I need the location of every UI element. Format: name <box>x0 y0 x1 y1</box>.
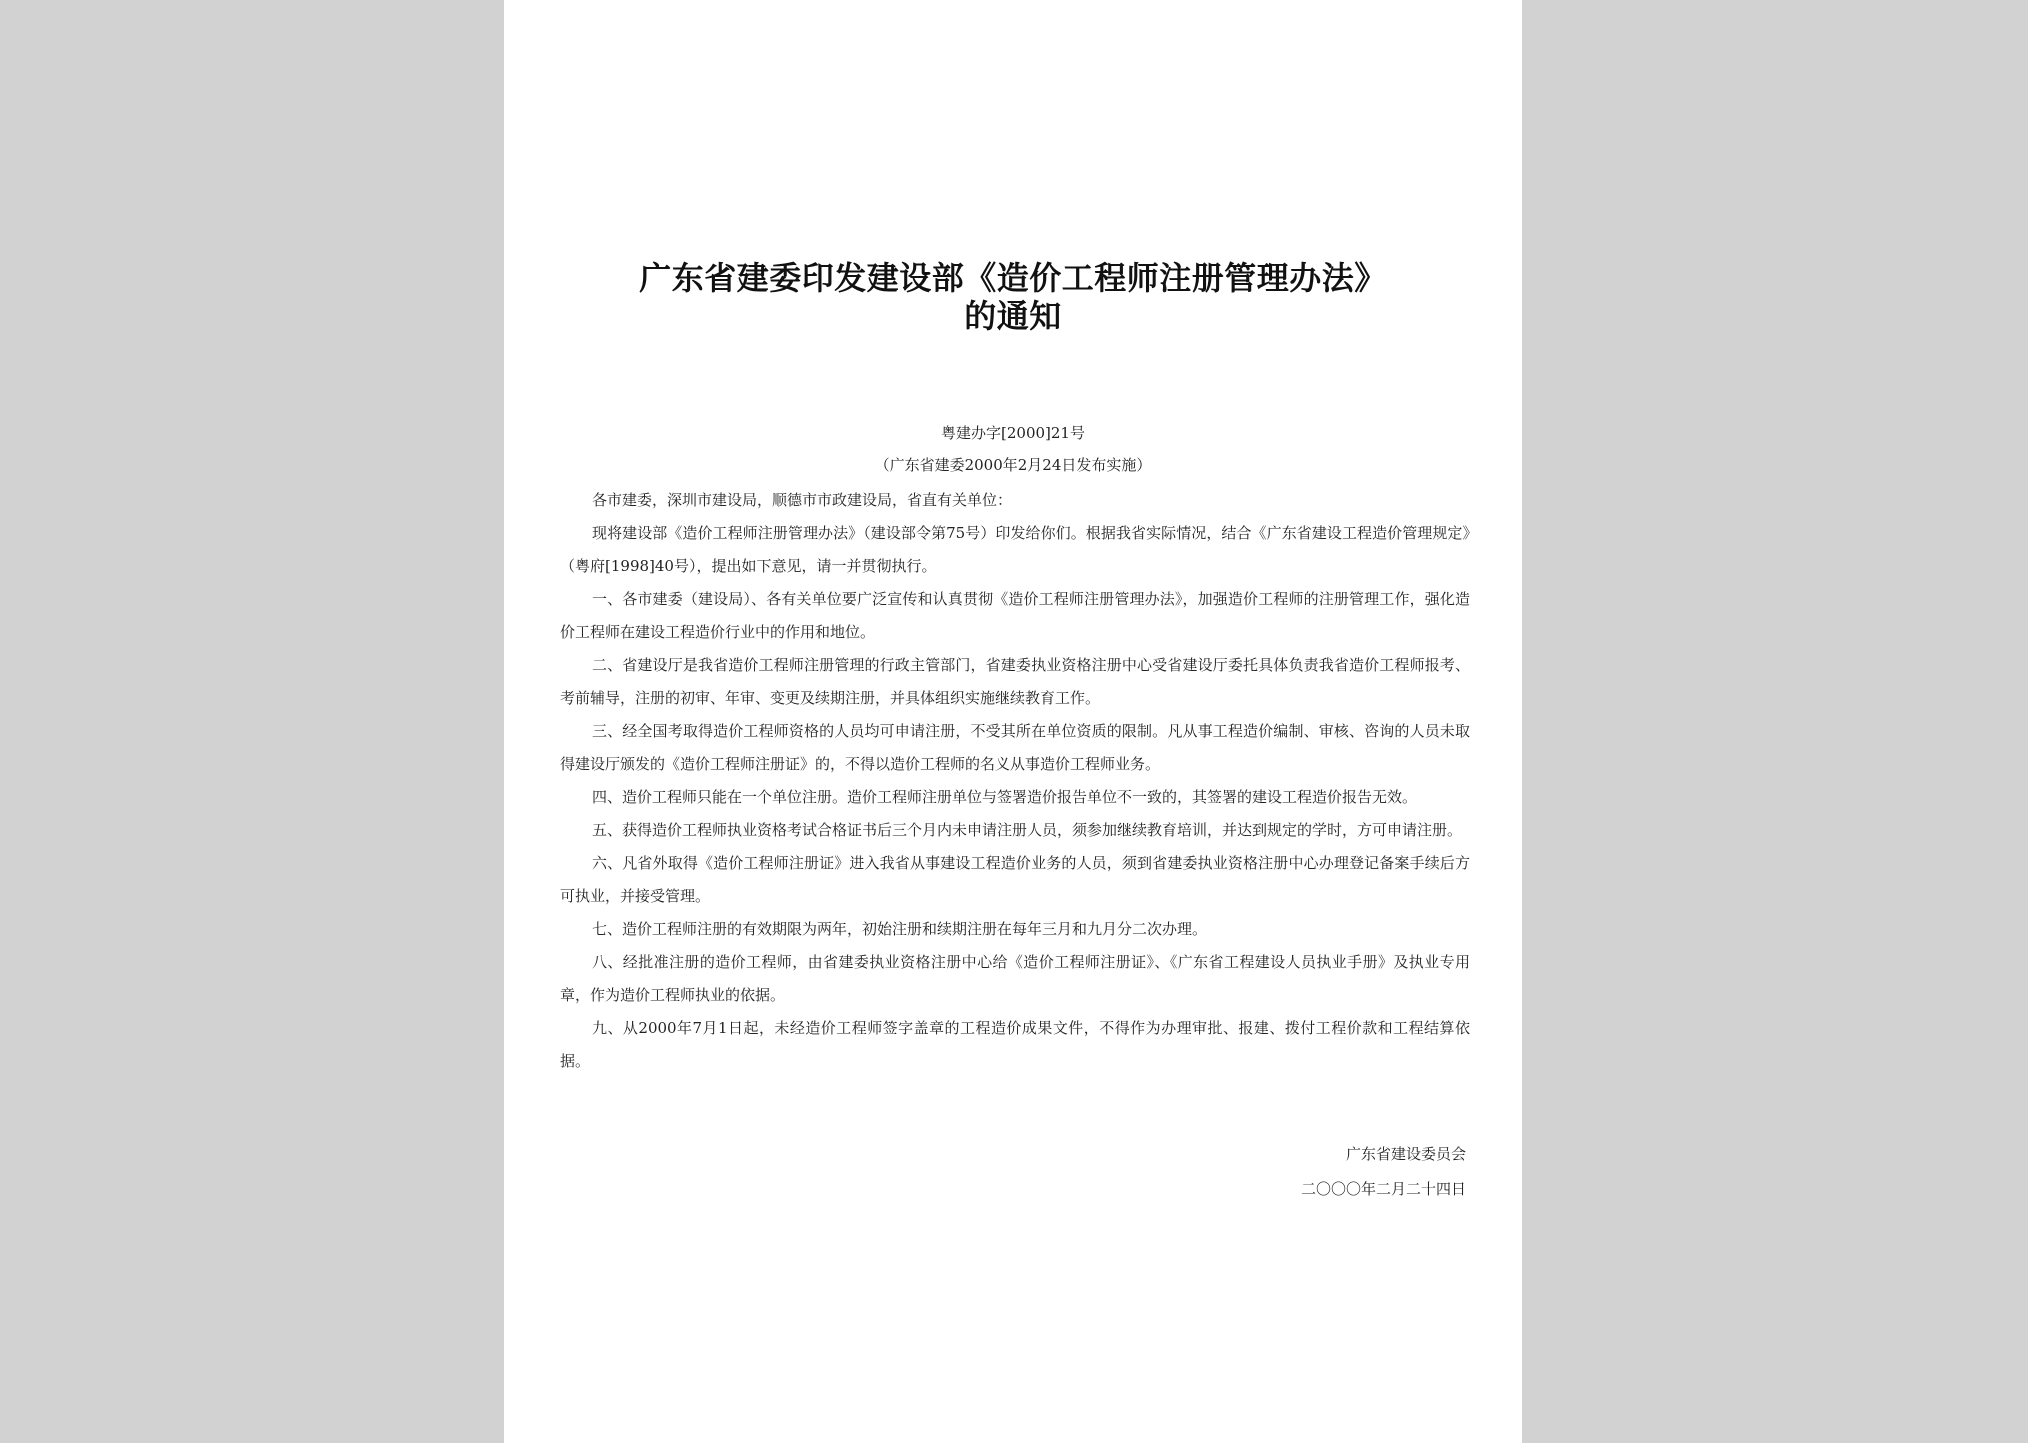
item-paragraph-3: 三、经全国考取得造价工程师资格的人员均可申请注册，不受其所在单位资质的限制。凡从事工程造价编制、审核、咨询的人员未取得建设厅颁发的《造价工程师注册证》的，不得以造价工程师的名义从事造价工程师业务。 <box>560 722 1470 773</box>
publication-info: （广东省建委2000年2月24日发布实施） <box>874 456 1152 474</box>
document-body <box>560 484 1470 1078</box>
signature-date: 二〇〇〇年二月二十四日 <box>1300 1180 1466 1198</box>
item-paragraph-9: 九、从2000年7月1日起，未经造价工程师签字盖章的工程造价成果文件，不得作为办理审批、报建、拨付工程价款和工程结算依据。 <box>560 1019 1470 1070</box>
title-line-1: 广东省建委印发建设部《造价工程师注册管理办法》 <box>639 259 1387 297</box>
title-line-2: 的通知 <box>964 297 1062 335</box>
item-paragraph-8: 八、经批准注册的造价工程师，由省建委执业资格注册中心给《造价工程师注册证》、《广东省工程建设人员执业手册》及执业专用章，作为造价工程师执业的依据。 <box>560 953 1470 1004</box>
item-paragraph-1: 一、各市建委（建设局）、各有关单位要广泛宣传和认真贯彻《造价工程师注册管理办法》，加强造价工程师的注册管理工作，强化造价工程师在建设工程造价行业中的作用和地位。 <box>560 590 1470 641</box>
salutation: 各市建委，深圳市建设局，顺德市市政建设局，省直有关单位： <box>592 491 1013 509</box>
document-title <box>504 259 1522 335</box>
item-paragraph-2: 二、省建设厅是我省造价工程师注册管理的行政主管部门，省建委执业资格注册中心受省建设厅委托具体负责我省造价工程师报考、考前辅导，注册的初审、年审、变更及续期注册，并具体组织实施继续教育工作。 <box>560 656 1470 707</box>
item-paragraph-6: 六、凡省外取得《造价工程师注册证》进入我省从事建设工程造价业务的人员，须到省建委执业资格注册中心办理登记备案手续后方可执业，并接受管理。 <box>560 854 1470 905</box>
intro-paragraph: 现将建设部《造价工程师注册管理办法》（建设部令第75号）印发给你们。根据我省实际情况，结合《广东省建设工程造价管理规定》（粤府[1998]40号），提出如下意见，请一并贯彻执行。 <box>560 524 1470 575</box>
item-paragraph-7: 七、造价工程师注册的有效期限为两年，初始注册和续期注册在每年三月和九月分二次办理。 <box>592 920 1208 938</box>
item-paragraph-5: 五、获得造价工程师执业资格考试合格证书后三个月内未申请注册人员，须参加继续教育培训，并达到规定的学时，方可申请注册。 <box>592 821 1463 839</box>
document-number: 粤建办字[2000]21号 <box>941 424 1085 442</box>
document-page <box>504 0 1522 1443</box>
item-paragraph-4: 四、造价工程师只能在一个单位注册。造价工程师注册单位与签署造价报告单位不一致的，其签署的建设工程造价报告无效。 <box>592 788 1418 806</box>
signer: 广东省建设委员会 <box>1345 1145 1466 1163</box>
